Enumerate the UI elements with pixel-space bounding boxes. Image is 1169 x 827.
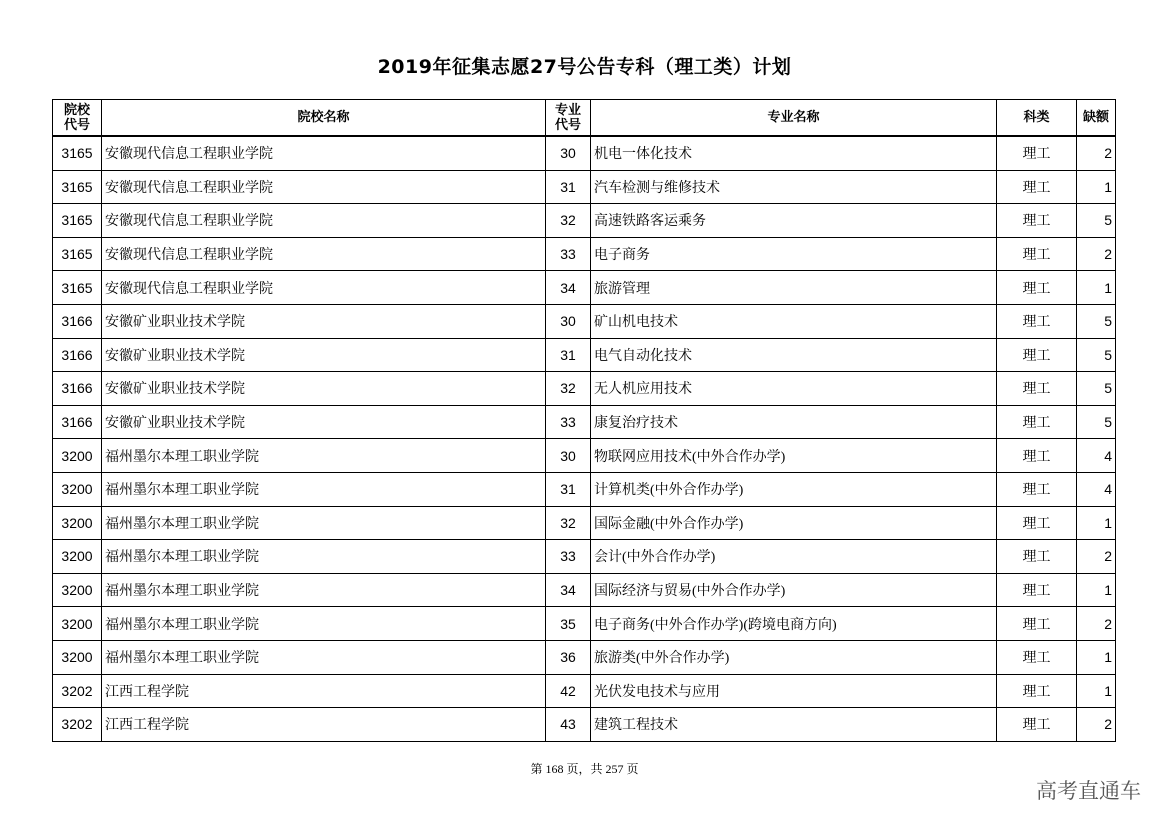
header-major-name: 专业名称 bbox=[591, 100, 997, 137]
cell-vacancy: 2 bbox=[1077, 708, 1116, 742]
table-row bbox=[53, 338, 1116, 372]
cell-vacancy: 4 bbox=[1077, 439, 1116, 473]
table-row bbox=[53, 170, 1116, 204]
table-row bbox=[53, 607, 1116, 641]
cell-major-code: 42 bbox=[546, 674, 591, 708]
table-row bbox=[53, 573, 1116, 607]
cell-school-name: 福州墨尔本理工职业学院 bbox=[102, 540, 546, 574]
cell-category: 理工 bbox=[997, 372, 1077, 406]
cell-major-code: 33 bbox=[546, 540, 591, 574]
cell-school-name: 安徽矿业职业技术学院 bbox=[102, 304, 546, 338]
cell-category: 理工 bbox=[997, 506, 1077, 540]
cell-major-name: 建筑工程技术 bbox=[591, 708, 997, 742]
cell-vacancy: 1 bbox=[1077, 640, 1116, 674]
table-row bbox=[53, 271, 1116, 305]
cell-category: 理工 bbox=[997, 472, 1077, 506]
cell-vacancy: 5 bbox=[1077, 372, 1116, 406]
cell-school-name: 安徽矿业职业技术学院 bbox=[102, 338, 546, 372]
table-header-row bbox=[53, 100, 1116, 137]
table-row bbox=[53, 640, 1116, 674]
header-school-name: 院校名称 bbox=[102, 100, 546, 137]
cell-school-name: 福州墨尔本理工职业学院 bbox=[102, 506, 546, 540]
table-row bbox=[53, 237, 1116, 271]
table-row bbox=[53, 204, 1116, 238]
cell-major-code: 34 bbox=[546, 271, 591, 305]
cell-school-name: 福州墨尔本理工职业学院 bbox=[102, 439, 546, 473]
cell-major-name: 无人机应用技术 bbox=[591, 372, 997, 406]
cell-major-code: 32 bbox=[546, 204, 591, 238]
cell-major-code: 31 bbox=[546, 170, 591, 204]
cell-vacancy: 1 bbox=[1077, 506, 1116, 540]
cell-major-name: 光伏发电技术与应用 bbox=[591, 674, 997, 708]
header-major-code: 专业 代号 bbox=[546, 100, 591, 137]
cell-major-name: 旅游类(中外合作办学) bbox=[591, 640, 997, 674]
cell-school-name: 福州墨尔本理工职业学院 bbox=[102, 640, 546, 674]
cell-vacancy: 2 bbox=[1077, 540, 1116, 574]
cell-school-name: 江西工程学院 bbox=[102, 674, 546, 708]
cell-category: 理工 bbox=[997, 338, 1077, 372]
cell-vacancy: 4 bbox=[1077, 472, 1116, 506]
cell-major-name: 国际金融(中外合作办学) bbox=[591, 506, 997, 540]
cell-major-code: 34 bbox=[546, 573, 591, 607]
cell-major-code: 32 bbox=[546, 372, 591, 406]
cell-school-code: 3165 bbox=[53, 136, 102, 170]
cell-category: 理工 bbox=[997, 271, 1077, 305]
cell-major-code: 30 bbox=[546, 136, 591, 170]
cell-vacancy: 5 bbox=[1077, 405, 1116, 439]
cell-major-code: 36 bbox=[546, 640, 591, 674]
cell-vacancy: 1 bbox=[1077, 674, 1116, 708]
cell-category: 理工 bbox=[997, 204, 1077, 238]
cell-major-code: 31 bbox=[546, 338, 591, 372]
cell-category: 理工 bbox=[997, 607, 1077, 641]
table-row bbox=[53, 506, 1116, 540]
cell-school-code: 3200 bbox=[53, 472, 102, 506]
cell-major-code: 43 bbox=[546, 708, 591, 742]
table-row bbox=[53, 540, 1116, 574]
cell-major-name: 汽车检测与维修技术 bbox=[591, 170, 997, 204]
cell-school-code: 3166 bbox=[53, 338, 102, 372]
cell-school-code: 3200 bbox=[53, 573, 102, 607]
cell-school-code: 3165 bbox=[53, 271, 102, 305]
cell-category: 理工 bbox=[997, 640, 1077, 674]
cell-vacancy: 5 bbox=[1077, 304, 1116, 338]
cell-major-name: 电气自动化技术 bbox=[591, 338, 997, 372]
cell-school-name: 安徽矿业职业技术学院 bbox=[102, 372, 546, 406]
cell-major-code: 30 bbox=[546, 439, 591, 473]
header-vacancy: 缺额 bbox=[1077, 100, 1116, 137]
cell-vacancy: 1 bbox=[1077, 271, 1116, 305]
cell-category: 理工 bbox=[997, 170, 1077, 204]
cell-vacancy: 1 bbox=[1077, 573, 1116, 607]
page-title: 2019年征集志愿27号公告专科（理工类）计划 bbox=[377, 56, 792, 78]
page-footer: 第 168 页，共 257 页 bbox=[530, 762, 639, 776]
cell-category: 理工 bbox=[997, 439, 1077, 473]
cell-school-code: 3200 bbox=[53, 640, 102, 674]
table-row bbox=[53, 136, 1116, 170]
cell-school-code: 3166 bbox=[53, 372, 102, 406]
cell-vacancy: 2 bbox=[1077, 607, 1116, 641]
cell-major-code: 33 bbox=[546, 405, 591, 439]
cell-school-code: 3200 bbox=[53, 540, 102, 574]
cell-category: 理工 bbox=[997, 304, 1077, 338]
cell-school-code: 3165 bbox=[53, 237, 102, 271]
cell-school-code: 3200 bbox=[53, 439, 102, 473]
cell-vacancy: 2 bbox=[1077, 237, 1116, 271]
cell-school-code: 3166 bbox=[53, 304, 102, 338]
cell-major-name: 高速铁路客运乘务 bbox=[591, 204, 997, 238]
cell-category: 理工 bbox=[997, 708, 1077, 742]
cell-school-code: 3200 bbox=[53, 506, 102, 540]
cell-major-code: 33 bbox=[546, 237, 591, 271]
cell-major-code: 30 bbox=[546, 304, 591, 338]
cell-vacancy: 1 bbox=[1077, 170, 1116, 204]
table-row bbox=[53, 304, 1116, 338]
cell-major-code: 32 bbox=[546, 506, 591, 540]
cell-vacancy: 5 bbox=[1077, 204, 1116, 238]
plan-table bbox=[52, 99, 1116, 742]
table-row bbox=[53, 439, 1116, 473]
cell-school-name: 安徽现代信息工程职业学院 bbox=[102, 170, 546, 204]
cell-major-name: 电子商务(中外合作办学)(跨境电商方向) bbox=[591, 607, 997, 641]
cell-school-name: 福州墨尔本理工职业学院 bbox=[102, 607, 546, 641]
cell-school-code: 3200 bbox=[53, 607, 102, 641]
cell-school-code: 3202 bbox=[53, 674, 102, 708]
table-row bbox=[53, 405, 1116, 439]
cell-category: 理工 bbox=[997, 674, 1077, 708]
cell-school-name: 安徽现代信息工程职业学院 bbox=[102, 204, 546, 238]
cell-major-code: 35 bbox=[546, 607, 591, 641]
cell-school-name: 安徽现代信息工程职业学院 bbox=[102, 136, 546, 170]
cell-major-name: 会计(中外合作办学) bbox=[591, 540, 997, 574]
cell-major-name: 国际经济与贸易(中外合作办学) bbox=[591, 573, 997, 607]
cell-major-name: 计算机类(中外合作办学) bbox=[591, 472, 997, 506]
cell-school-code: 3166 bbox=[53, 405, 102, 439]
cell-major-name: 康复治疗技术 bbox=[591, 405, 997, 439]
table-row bbox=[53, 708, 1116, 742]
cell-vacancy: 5 bbox=[1077, 338, 1116, 372]
header-school-code: 院校 代号 bbox=[53, 100, 102, 137]
table-row bbox=[53, 472, 1116, 506]
cell-major-name: 旅游管理 bbox=[591, 271, 997, 305]
cell-vacancy: 2 bbox=[1077, 136, 1116, 170]
cell-major-name: 矿山机电技术 bbox=[591, 304, 997, 338]
cell-school-name: 江西工程学院 bbox=[102, 708, 546, 742]
cell-school-name: 安徽矿业职业技术学院 bbox=[102, 405, 546, 439]
cell-major-name: 机电一体化技术 bbox=[591, 136, 997, 170]
cell-school-code: 3165 bbox=[53, 204, 102, 238]
cell-major-name: 物联网应用技术(中外合作办学) bbox=[591, 439, 997, 473]
cell-school-name: 福州墨尔本理工职业学院 bbox=[102, 573, 546, 607]
cell-school-name: 安徽现代信息工程职业学院 bbox=[102, 237, 546, 271]
cell-school-name: 福州墨尔本理工职业学院 bbox=[102, 472, 546, 506]
cell-category: 理工 bbox=[997, 136, 1077, 170]
cell-category: 理工 bbox=[997, 405, 1077, 439]
cell-category: 理工 bbox=[997, 573, 1077, 607]
cell-school-name: 安徽现代信息工程职业学院 bbox=[102, 271, 546, 305]
cell-major-code: 31 bbox=[546, 472, 591, 506]
header-category: 科类 bbox=[997, 100, 1077, 137]
cell-category: 理工 bbox=[997, 237, 1077, 271]
table-row bbox=[53, 372, 1116, 406]
cell-school-code: 3202 bbox=[53, 708, 102, 742]
cell-category: 理工 bbox=[997, 540, 1077, 574]
table-row bbox=[53, 674, 1116, 708]
cell-major-name: 电子商务 bbox=[591, 237, 997, 271]
watermark-text: 高考直通车 bbox=[1036, 779, 1141, 803]
cell-school-code: 3165 bbox=[53, 170, 102, 204]
